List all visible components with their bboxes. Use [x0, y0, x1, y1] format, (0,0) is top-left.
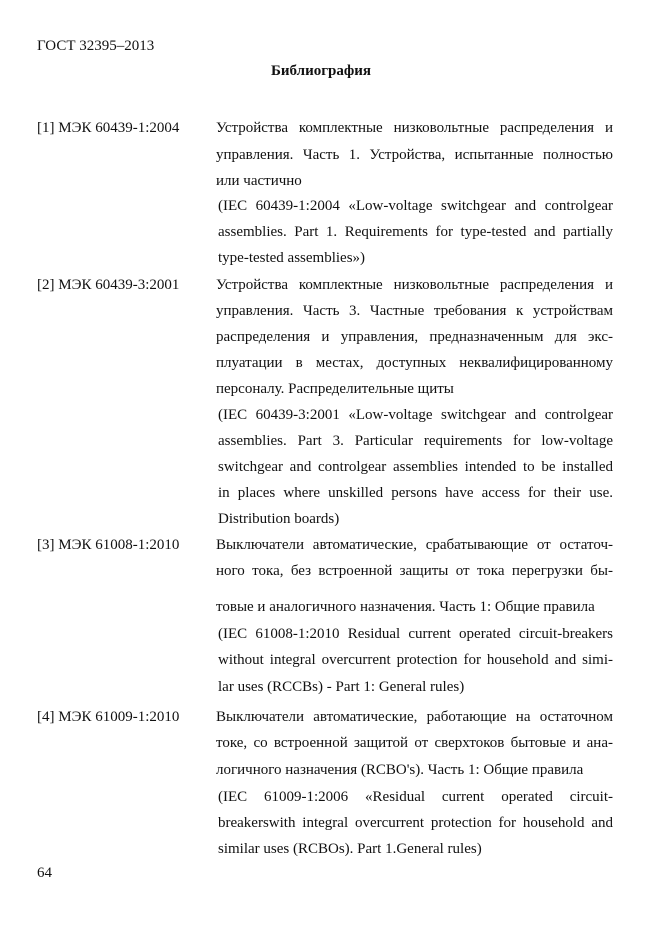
reference-title-ru-line: ного тока, без встроенной защиты от тока перегрузки бы- [216, 563, 613, 579]
reference-title-ru-line: Устройства комплектные низковольтные распределения и [216, 277, 613, 293]
reference-title-ru-line: Устройства комплектные низковольтные распределения и [216, 120, 613, 136]
reference-title-en-line: assemblies. Part 1. Requirements for type-tested and partially [218, 224, 613, 240]
page-number: 64 [37, 865, 52, 881]
reference-title-ru-line: Выключатели автоматические, срабатывающие от остаточ- [216, 537, 613, 553]
reference-title-en-line: (IEC 61009-1:2006 «Residual current operated circuit- [218, 789, 613, 805]
reference-title-en-line: in places where unskilled persons have access for their use. [218, 485, 613, 501]
reference-title-ru-line: распределения и управления, предназначенным для экс- [216, 329, 613, 345]
reference-title-ru-line: Выключатели автоматические, работающие на остаточном [216, 709, 613, 725]
reference-title-en-line: (IEC 60439-1:2004 «Low-voltage switchgear and controlgear [218, 198, 613, 214]
reference-title-ru-line: управления. Часть 3. Частные требования к устройствам [216, 303, 613, 319]
reference-title-en-line: Distribution boards) [218, 511, 340, 527]
reference-title-ru-line: или частично [216, 173, 302, 189]
page-title: Библиография [271, 63, 372, 79]
reference-title-en-line: lar uses (RCCBs) - Part 1: General rules) [218, 679, 465, 695]
reference-title-en-line: type-tested assemblies») [218, 250, 366, 266]
reference-title-en-line: similar uses (RCBOs). Part 1.General rules) [218, 841, 482, 857]
standard-header: ГОСТ 32395–2013 [37, 38, 155, 54]
reference-title-en-line: assemblies. Part 3. Particular requirements for low-voltage [218, 433, 613, 449]
reference-title-en-line: without integral overcurrent protection for household and simi- [218, 652, 613, 668]
reference-title-en-line: (IEC 61008-1:2010 Residual current operated circuit-breakers [218, 626, 613, 642]
reference-title-ru-line: персоналу. Распределительные щиты [216, 381, 454, 397]
reference-title-ru-line: товые и аналогичного назначения. Часть 1: Общие правила [216, 599, 595, 615]
reference-label: [4] МЭК 61009-1:2010 [37, 709, 180, 725]
reference-title-ru-line: управления. Часть 1. Устройства, испытанные полностью [216, 147, 613, 163]
reference-title-ru-line: плуатации в местах, доступных неквалифицированному [216, 355, 613, 371]
reference-title-en-line: switchgear and controlgear assemblies intended to be installed [218, 459, 613, 475]
reference-label: [2] МЭК 60439-3:2001 [37, 277, 180, 293]
reference-title-ru-line: токе, со встроенной защитой от сверхтоков бытовые и ана- [216, 735, 613, 751]
reference-label: [1] МЭК 60439-1:2004 [37, 120, 180, 136]
reference-title-en-line: breakerswith integral overcurrent protection for household and [218, 815, 613, 831]
reference-title-en-line: (IEC 60439-3:2001 «Low-voltage switchgear and controlgear [218, 407, 613, 423]
reference-label: [3] МЭК 61008-1:2010 [37, 537, 180, 553]
reference-title-ru-line: логичного назначения (RCBO's). Часть 1: Общие правила [216, 762, 584, 778]
